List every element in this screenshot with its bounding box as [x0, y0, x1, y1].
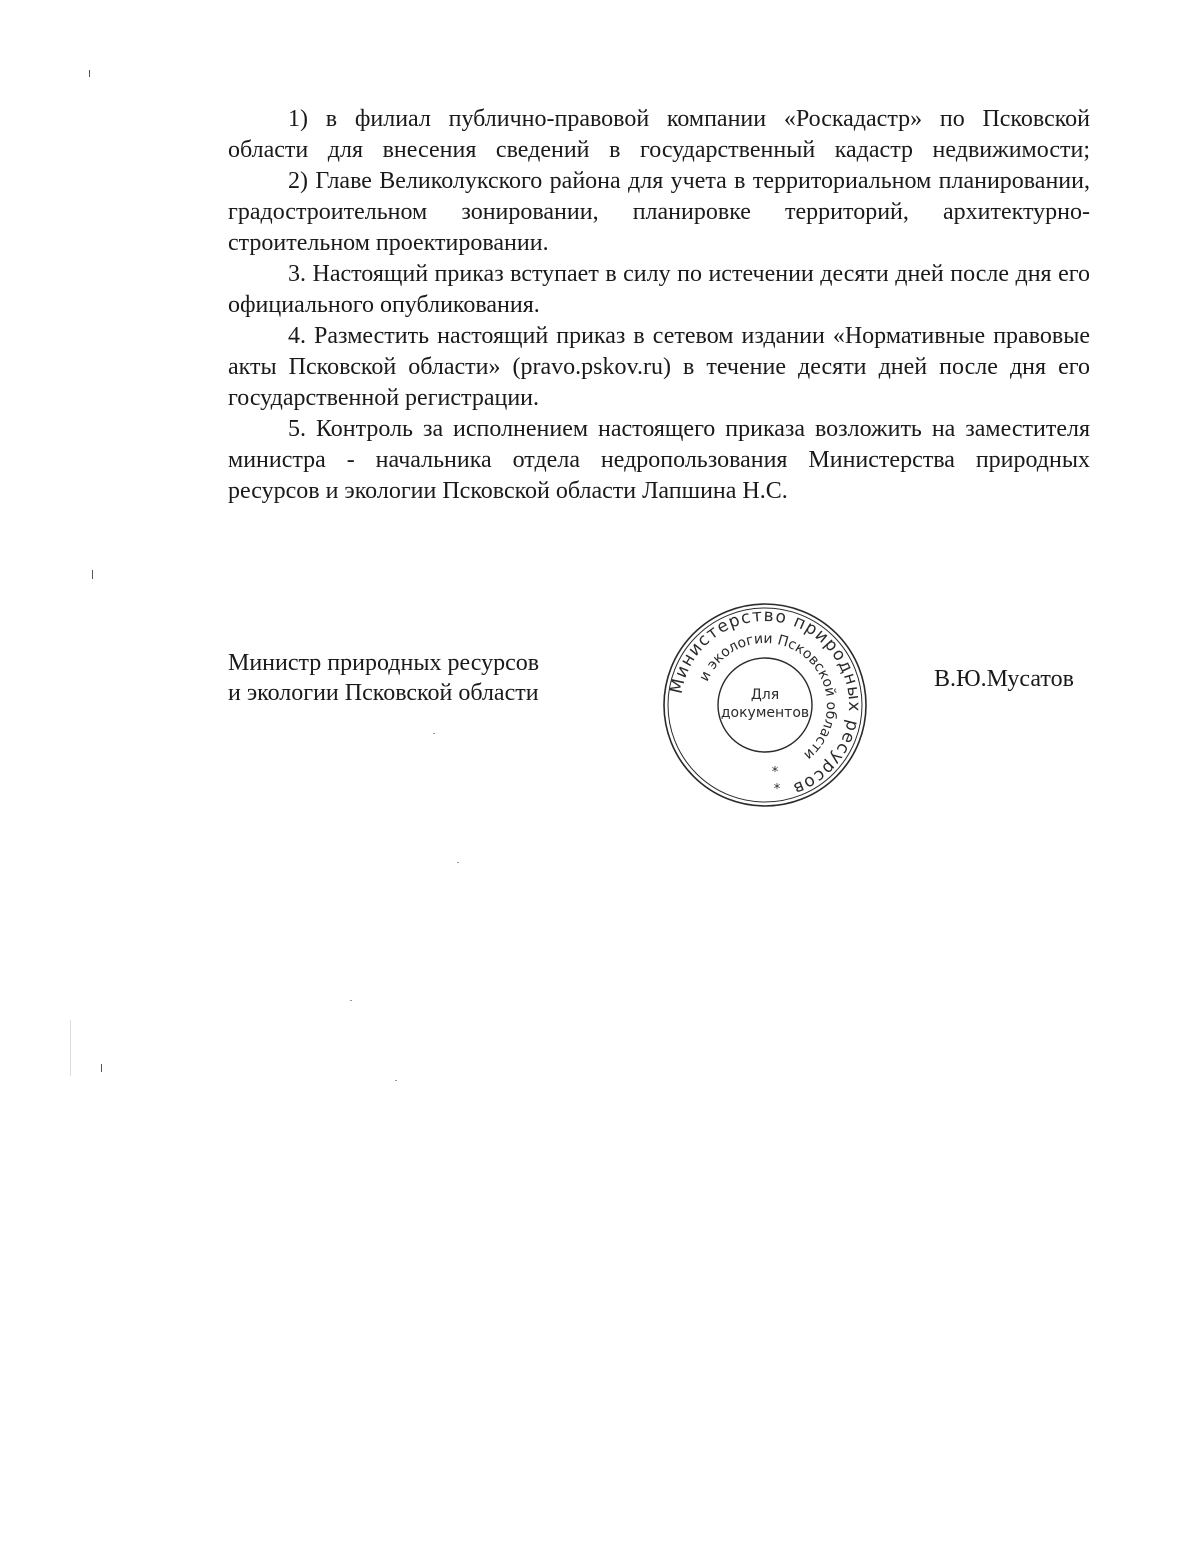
stamp-inner-text: и экологии Псковской области: [696, 630, 840, 763]
paragraph-5: 5. Контроль за исполнением настоящего приказа возложить на заместителя министра - начальника отдела недропользования Министерства природных ресурсов и экологии Псковской области Лапшина Н.С.: [228, 416, 1090, 504]
paragraph-3: 3. Настоящий приказ вступает в силу по истечении десяти дней после дня его официального опубликования.: [228, 261, 1090, 318]
scan-artifact: [89, 70, 90, 77]
stamp-center-line2: документов: [720, 705, 810, 721]
paragraph-1: 1) в филиал публично-правовой компании «Роскадастр» по Псковской области для внесения сведений в государственный кадастр недвижимости;: [228, 106, 1090, 163]
stamp-star-icon: *: [773, 782, 781, 797]
document-body: [228, 104, 1090, 507]
scan-artifact: [433, 733, 435, 734]
official-stamp: [660, 600, 870, 810]
paragraph-4: 4. Разместить настоящий приказ в сетевом издании «Нормативные правовые акты Псковской области» (pravo.pskov.ru) в течение десяти дней после дня его государственной регистрации.: [228, 323, 1090, 411]
scan-artifact: [457, 862, 459, 863]
paragraph-2: 2) Главе Великолукского района для учета в территориальном планировании, градостроительном зонировании, планировке территорий, архитектурно-строительном проектировании.: [228, 168, 1090, 256]
scan-artifact: [350, 1000, 352, 1001]
stamp-star-icon: *: [771, 765, 779, 780]
stamp-outer-text: Министерство природных ресурсов: [666, 605, 865, 799]
signatory-position-line1: Министр природных ресурсов: [228, 650, 540, 676]
scan-artifact: [101, 1064, 102, 1072]
signatory-position: [228, 648, 539, 708]
scan-artifact: [70, 1020, 71, 1076]
scan-artifact: [92, 570, 93, 579]
signatory-name: В.Ю.Мусатов: [934, 666, 1074, 692]
signatory-position-line2: и экологии Псковской области: [228, 680, 539, 706]
scan-artifact: [395, 1080, 397, 1081]
stamp-center-line1: Для: [750, 687, 780, 703]
